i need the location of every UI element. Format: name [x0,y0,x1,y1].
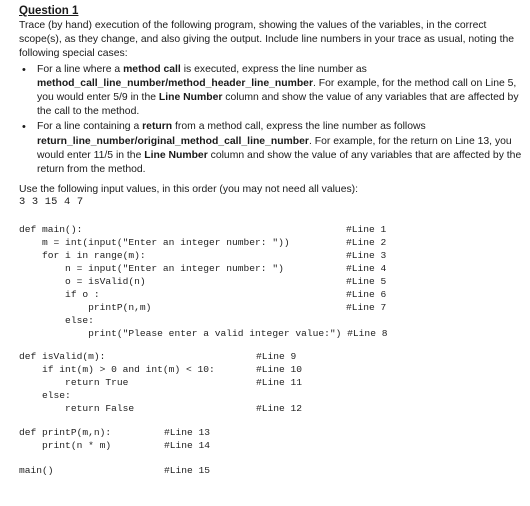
code-line: n = input("Enter an integer number: ") [19,263,284,274]
line-comment: #Line 6 [346,289,387,300]
line-comment: #Line 4 [346,263,387,274]
code-line: main() [19,465,54,476]
bullet-return: • For a line containing a return from a method call, express the line number as follows return_line_number/original_method_call_line_number. For example, for the return on Line 13, you would enter 11/5 in the Line Number column and show the value of any variables that are affected by the return from the method. [22,121,522,176]
bullet-icon: • [22,121,26,134]
line-comment: #Line 11 [256,377,303,388]
line-comment: #Line 7 [346,302,387,313]
code-line: return True [19,377,129,388]
code-line: printP(n,m) [19,302,152,313]
question-block [19,4,525,178]
code-line: o = isValid(n) [19,276,146,287]
code-line: print(n * m) [19,440,112,451]
code-line: print("Please enter a valid integer value:") #Line 8 [19,328,388,339]
code-line: if int(m) > 0 and int(m) < 10: [19,364,215,375]
bullet-method-call: • For a line where a method call is executed, express the line number as method_call_line_number/method_header_line_number. For example, for the method call on Line 5, you would enter 5/9 in the Line Number column and show the value of any variables that are affected by the call to the method. [22,63,519,118]
question-title: Question 1 [19,5,79,17]
input-values-label: Use the following input values, in this order (you may not need all values): [19,184,359,195]
code-line: for i in range(m): [19,250,146,261]
bullet-icon: • [22,63,26,76]
line-comment: #Line 2 [346,237,387,248]
line-comment: #Line 1 [346,224,387,235]
code-line: else: [19,315,94,326]
line-comment: #Line 15 [164,465,211,476]
code-line: if o : [19,289,100,300]
line-comment: #Line 14 [164,440,211,451]
line-comment: #Line 12 [256,403,303,414]
question-intro: Trace (by hand) execution of the following program, showing the values of the variables, in the correct scope(s), as they change, and also giving the output. Include line numbers in your trace as usual, noting the following special cases: [19,20,515,60]
line-comment: #Line 10 [256,364,303,375]
line-comment: #Line 5 [346,276,387,287]
code-line: m = int(input("Enter an integer number: ")) [19,237,290,248]
code-line: def printP(m,n): [19,427,112,438]
line-comment: #Line 13 [164,427,211,438]
code-line: def main(): [19,224,83,235]
code-line: return False [19,403,135,414]
code-line: def isValid(m): [19,351,106,362]
code-line: else: [19,390,71,401]
input-values: 3 3 15 4 7 [19,196,84,208]
line-comment: #Line 3 [346,250,387,261]
line-comment: #Line 9 [256,351,297,362]
special-cases-list [19,63,525,178]
